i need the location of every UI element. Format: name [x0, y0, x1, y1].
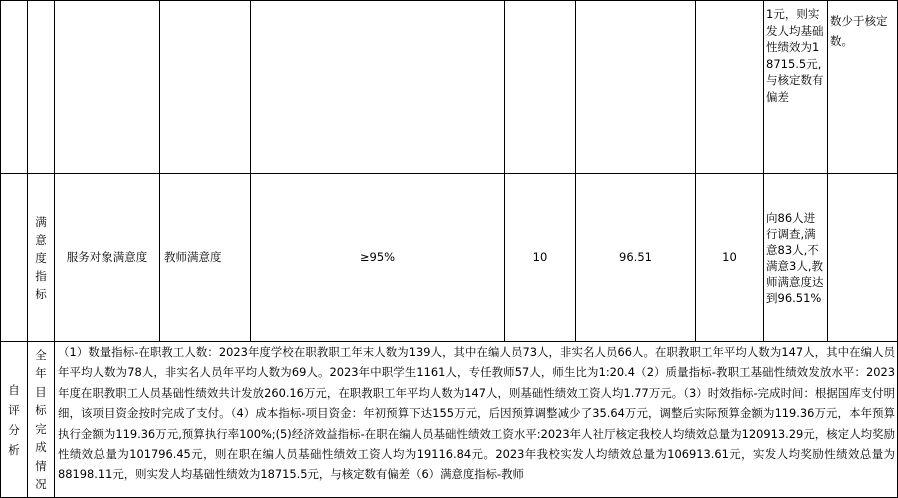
table-row-satisfaction [1, 174, 898, 342]
sub-category-cell [55, 174, 160, 342]
self-eval-text: （1）数量指标-在职教工人数：2023年度学校在职教职工年末人数为139人，其中在编人员73人，非实名人员66人。在职教职工年平均人数为147人，其中在编人员年平均人数为78人，非实名人员年平均人数为69人。2023年中职学生1161人，专任教师57人，师生比为1:20.4（2）质量指标-教职工基础性绩效发放水平：2023年度在职教职工人员基础性绩效共计发放260.16万元，在职教职工年平均人数为147人，则基础性绩效工资人均1.77万元。（3）时效指标-完成时间：根据国库支付明细，该项目资金按时完成了支付。（4）成本指标-项目资金：年初预算下达155万元，后因预算调整减少了35.64万元，调整后实际预算金额为119.36万元，本年预算执行金额为119.36万元,预算执行率100%;(5)经济效益指标-在职在编人员基础性绩效工资水平:2023年人社厅核定我校人均绩效总量为120913.29元，核定人均奖励性绩效总量为101796.45元，则在职在编人员基础性绩效工资人均为19116.84元。2023年我校实发人均绩效总量为106913.61元，实发人均奖励性绩效总量为88198.11元，则实发人均基础性绩效为18715.5元，与核定数有偏差（6）满意度指标-教师 [58, 345, 895, 482]
table-row-self-eval [1, 342, 898, 498]
score-value: 10 [722, 250, 737, 265]
cell-gutter [1, 174, 28, 342]
satisfaction-remark-cell [828, 174, 898, 342]
indicator-cell [160, 174, 251, 342]
category-cell [28, 174, 55, 342]
top-remark-text: 数少于核定数。 [830, 14, 888, 48]
cell-empty-6 [505, 1, 576, 174]
table-row-top [1, 1, 898, 174]
actual-cell [576, 174, 696, 342]
self-eval-label: 自评分析 [8, 382, 20, 457]
cell-empty-3 [55, 1, 160, 174]
satisfaction-desc-cell [764, 174, 828, 342]
category-label: 满意度指标 [35, 214, 47, 301]
self-eval-text-cell [55, 342, 898, 498]
self-eval-label-cell [1, 342, 28, 498]
top-remark [828, 1, 898, 174]
actual-value: 96.51 [619, 250, 652, 265]
weight-value: 10 [532, 250, 548, 265]
self-eval-sub-label-cell [28, 342, 55, 498]
cell-empty-2 [28, 1, 55, 174]
cell-empty-4 [160, 1, 251, 174]
target-value: ≥95% [359, 250, 396, 265]
top-deviation-desc [764, 1, 828, 174]
satisfaction-desc-text: 向86人进行调查,满意83人,不满意3人,教师满意度达到96.51% [766, 210, 824, 305]
self-eval-sub-label: 全年目标完成情况 [35, 347, 47, 491]
target-cell [251, 174, 505, 342]
indicator-label: 教师满意度 [164, 250, 222, 265]
sub-category-label: 服务对象满意度 [66, 250, 148, 265]
cell-empty-7 [576, 1, 696, 174]
cell-empty-8 [696, 1, 764, 174]
cell-empty-1 [1, 1, 28, 174]
top-deviation-desc-text: 1元，则实发人均基础性绩效为18715.5元,与核定数有偏差 [766, 7, 824, 104]
weight-cell [505, 174, 576, 342]
score-cell [696, 174, 764, 342]
cell-empty-5 [251, 1, 505, 174]
